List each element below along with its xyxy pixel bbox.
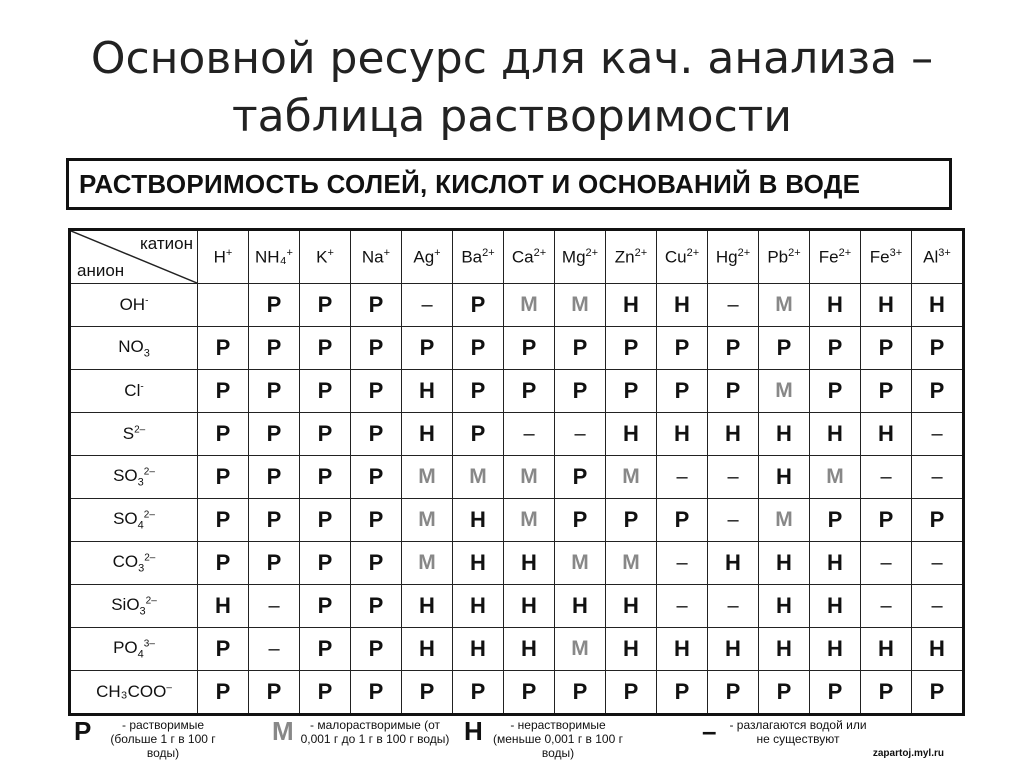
legend-decomposes-text: - разлагаются водой или не существуют (729, 718, 867, 746)
solubility-cell: – (708, 284, 759, 327)
solubility-cell: – (249, 585, 300, 628)
cation-header (555, 230, 606, 284)
solubility-cell: Н (759, 585, 810, 628)
solubility-cell: Р (657, 499, 708, 542)
cation-header (912, 230, 964, 284)
cation-charge: + (327, 246, 334, 259)
cation-charge: + (383, 246, 391, 259)
solubility-cell: Р (300, 327, 351, 370)
legend-slightly-soluble-text: - малорастворимые (от 0,001 г до 1 г в 100 г воды) (300, 718, 450, 746)
cation-header (606, 230, 657, 284)
solubility-cell: Н (504, 542, 555, 585)
solubility-cell: Р (606, 671, 657, 715)
solubility-cell: Н (759, 628, 810, 671)
solubility-cell: Р (759, 671, 810, 715)
solubility-cell: Р (453, 284, 504, 327)
table-row (70, 671, 964, 715)
solubility-cell: Р (912, 499, 964, 542)
legend-slightly-soluble-symbol: М (272, 716, 294, 746)
solubility-cell: Р (504, 370, 555, 413)
solubility-cell: Н (810, 542, 861, 585)
cation-header (810, 230, 861, 284)
solubility-cell: М (402, 542, 453, 585)
solubility-cell: Р (453, 413, 504, 456)
anion-charge: - (140, 381, 144, 393)
table-row (70, 413, 964, 456)
solubility-cell: Р (606, 327, 657, 370)
solubility-cell: Р (300, 585, 351, 628)
solubility-cell: Р (351, 628, 402, 671)
solubility-table (68, 228, 965, 716)
solubility-cell: Р (810, 671, 861, 715)
solubility-cell: Н (402, 585, 453, 628)
solubility-cell: – (708, 585, 759, 628)
solubility-cell: Р (504, 327, 555, 370)
solubility-cell: – (912, 542, 964, 585)
solubility-cell: Н (402, 370, 453, 413)
solubility-cell: Р (300, 628, 351, 671)
anion-label (70, 585, 198, 628)
solubility-cell: Р (708, 671, 759, 715)
solubility-cell: М (759, 284, 810, 327)
cation-charge: + (434, 246, 441, 259)
solubility-cell: Р (912, 370, 964, 413)
anion-formula: Cl (124, 381, 141, 400)
anion-subscript: 4 (137, 519, 144, 532)
solubility-cell: Р (249, 327, 300, 370)
solubility-cell: Р (198, 413, 249, 456)
solubility-cell: Р (351, 327, 402, 370)
legend-decomposes-symbol: – (702, 716, 717, 746)
cation-charge: 2+ (585, 246, 599, 259)
cation-header (402, 230, 453, 284)
solubility-cell: – (402, 284, 453, 327)
solubility-cell: Н (657, 413, 708, 456)
anion-charge: 2– (134, 424, 146, 436)
solubility-cell: Р (198, 671, 249, 715)
cation-symbol: Cu (664, 247, 687, 267)
solubility-cell: М (504, 499, 555, 542)
anion-charge: 3– (143, 638, 155, 650)
anion-label (70, 284, 198, 327)
anion-subscript: 4 (137, 648, 144, 661)
solubility-cell: – (555, 413, 606, 456)
solubility-cell: М (402, 499, 453, 542)
solubility-cell: Н (453, 542, 504, 585)
solubility-cell: Р (198, 370, 249, 413)
cation-symbol: NH₄ (255, 247, 287, 267)
solubility-cell: Р (555, 327, 606, 370)
solubility-cell: Р (351, 413, 402, 456)
solubility-cell: Н (759, 542, 810, 585)
cation-charge: 2+ (686, 246, 700, 259)
anion-formula: CH₃COO (96, 682, 167, 701)
solubility-cell: Р (657, 370, 708, 413)
anion-formula: S (122, 424, 135, 443)
solubility-cell: Р (453, 370, 504, 413)
solubility-cell: Р (351, 456, 402, 499)
anion-subscript: 3 (139, 605, 146, 618)
solubility-cell: Р (555, 370, 606, 413)
solubility-cell: Р (810, 370, 861, 413)
solubility-cell: Р (198, 456, 249, 499)
anion-formula: SO (113, 465, 138, 485)
table-row (70, 370, 964, 413)
solubility-cell: М (759, 499, 810, 542)
table-row (70, 585, 964, 628)
solubility-cell: Р (300, 671, 351, 715)
anion-subscript: 3 (143, 347, 150, 360)
anion-subscript: 3 (137, 476, 144, 489)
anion-charge: 2– (144, 552, 156, 564)
cation-symbol: H (213, 247, 226, 267)
cation-charge: + (225, 246, 233, 259)
solubility-cell: – (861, 585, 912, 628)
solubility-cell: Н (759, 456, 810, 499)
solubility-cell: Р (351, 370, 402, 413)
solubility-cell: Н (861, 284, 912, 327)
solubility-cell: – (708, 499, 759, 542)
slide-title (0, 30, 1024, 146)
solubility-cell: – (504, 413, 555, 456)
solubility-cell: Р (300, 284, 351, 327)
anion-header-label: анион (77, 261, 125, 280)
solubility-cell: Р (198, 628, 249, 671)
solubility-cell: – (912, 585, 964, 628)
solubility-cell: Р (249, 499, 300, 542)
solubility-cell: Р (198, 542, 249, 585)
cation-charge: + (286, 246, 293, 259)
solubility-cell (198, 284, 249, 327)
solubility-cell: М (555, 284, 606, 327)
solubility-cell: Р (657, 671, 708, 715)
anion-subscript: 3 (138, 562, 145, 575)
anion-label (70, 671, 198, 715)
solubility-cell: Н (606, 413, 657, 456)
solubility-cell: М (606, 542, 657, 585)
table-row (70, 499, 964, 542)
solubility-cell: – (861, 456, 912, 499)
solubility-cell: Р (555, 499, 606, 542)
corner-cell (70, 230, 198, 284)
solubility-cell: – (657, 456, 708, 499)
solubility-cell: Р (453, 671, 504, 715)
anion-charge: 2– (145, 595, 157, 607)
solubility-cell: Н (504, 585, 555, 628)
solubility-cell: Р (606, 370, 657, 413)
solubility-cell: – (912, 456, 964, 499)
solubility-cell: Р (351, 284, 402, 327)
anion-label (70, 542, 198, 585)
cation-charge: 3+ (938, 246, 951, 259)
cation-header (351, 230, 402, 284)
solubility-cell: – (861, 542, 912, 585)
cation-charge: 2+ (482, 246, 495, 259)
solubility-cell: Н (657, 628, 708, 671)
cation-header (759, 230, 810, 284)
cation-symbol: Pb (767, 247, 789, 267)
solubility-cell: М (810, 456, 861, 499)
solubility-cell: Р (249, 671, 300, 715)
table-body (70, 284, 964, 715)
solubility-cell: М (402, 456, 453, 499)
cation-charge: 2+ (788, 246, 801, 259)
solubility-cell: Р (351, 499, 402, 542)
anion-formula: OH (119, 295, 146, 314)
solubility-cell: Р (912, 327, 964, 370)
cation-charge: 2+ (533, 246, 547, 259)
anion-label (70, 413, 198, 456)
solubility-cell: Р (300, 413, 351, 456)
solubility-cell: Р (555, 456, 606, 499)
solubility-cell: Р (351, 585, 402, 628)
cation-header (708, 230, 759, 284)
cation-header (861, 230, 912, 284)
solubility-cell: – (708, 456, 759, 499)
table-row (70, 327, 964, 370)
solubility-cell: М (606, 456, 657, 499)
solubility-cell: Р (300, 456, 351, 499)
cation-header (504, 230, 555, 284)
anion-label (70, 456, 198, 499)
solubility-cell: Р (861, 499, 912, 542)
solubility-cell: Н (555, 585, 606, 628)
cation-symbol: Fe (869, 247, 890, 267)
cation-header-label: катион (139, 234, 193, 253)
anion-charge: - (145, 295, 149, 307)
solubility-cell: Н (402, 413, 453, 456)
solubility-cell: Р (453, 327, 504, 370)
solubility-cell: Р (249, 542, 300, 585)
solubility-cell: Р (810, 327, 861, 370)
solubility-cell: – (912, 413, 964, 456)
cation-header (453, 230, 504, 284)
cation-symbol: Zn (614, 247, 635, 267)
solubility-cell: Р (402, 671, 453, 715)
anion-label (70, 370, 198, 413)
solubility-cell: Н (453, 499, 504, 542)
solubility-cell: Н (810, 413, 861, 456)
table-row (70, 542, 964, 585)
solubility-cell: Н (912, 628, 964, 671)
solubility-cell: Р (759, 327, 810, 370)
solubility-cell: Н (453, 628, 504, 671)
solubility-cell: М (759, 370, 810, 413)
table-banner: РАСТВОРИМОСТЬ СОЛЕЙ, КИСЛОТ И ОСНОВАНИЙ В ВОДЕ (66, 158, 952, 210)
anion-charge: 2– (143, 509, 155, 521)
solubility-cell: Р (249, 413, 300, 456)
solubility-cell: Н (606, 585, 657, 628)
solubility-cell: М (453, 456, 504, 499)
anion-label (70, 628, 198, 671)
solubility-cell: Н (402, 628, 453, 671)
solubility-cell: Р (300, 499, 351, 542)
cation-charge: 2+ (634, 246, 648, 259)
solubility-cell: Н (453, 585, 504, 628)
title-line-1: Основной ресурс для кач. анализа – (90, 33, 934, 84)
solubility-cell: Р (606, 499, 657, 542)
cation-symbol: K (316, 247, 328, 267)
solubility-cell: Р (351, 542, 402, 585)
watermark: zapartoj.myl.ru (872, 748, 944, 759)
solubility-cell: Н (657, 284, 708, 327)
cation-charge: 3+ (889, 246, 903, 259)
solubility-cell: Н (810, 284, 861, 327)
solubility-cell: Н (759, 413, 810, 456)
solubility-cell: Р (810, 499, 861, 542)
anion-formula: CO (112, 551, 139, 571)
cation-header (300, 230, 351, 284)
solubility-cell: М (504, 284, 555, 327)
cation-charge: 2+ (737, 246, 751, 259)
solubility-cell: Р (657, 327, 708, 370)
solubility-cell: Р (249, 284, 300, 327)
solubility-cell: Н (708, 542, 759, 585)
solubility-cell: Н (861, 628, 912, 671)
cation-symbol: Ca (511, 247, 534, 267)
cation-symbol: Hg (715, 247, 738, 267)
solubility-cell: – (249, 628, 300, 671)
anion-label (70, 327, 198, 370)
solubility-cell: Н (861, 413, 912, 456)
cation-header (198, 230, 249, 284)
table-row (70, 456, 964, 499)
solubility-cell: Н (810, 585, 861, 628)
solubility-cell: Р (300, 542, 351, 585)
solubility-cell: Н (912, 284, 964, 327)
legend-soluble-text: - растворимые (больше 1 г в 100 г воды) (110, 718, 216, 760)
solubility-cell: Н (606, 628, 657, 671)
cation-symbol: Ag (413, 247, 435, 267)
legend-insoluble-symbol: Н (464, 716, 483, 746)
anion-label (70, 499, 198, 542)
solubility-cell: Р (198, 327, 249, 370)
solubility-cell: Н (606, 284, 657, 327)
legend-insoluble-text: - нерастворимые (меньше 0,001 г в 100 г воды) (493, 718, 623, 760)
solubility-cell: Р (402, 327, 453, 370)
cation-header (249, 230, 300, 284)
solubility-cell: Н (708, 413, 759, 456)
solubility-cell: – (657, 542, 708, 585)
cation-header (657, 230, 708, 284)
anion-charge: – (166, 682, 172, 694)
table-row (70, 284, 964, 327)
solubility-cell: Н (708, 628, 759, 671)
solubility-cell: Р (708, 327, 759, 370)
solubility-cell: М (555, 542, 606, 585)
solubility-cell: Р (300, 370, 351, 413)
solubility-cell: Р (861, 671, 912, 715)
anion-formula: NO (118, 336, 144, 356)
cation-charge: 2+ (838, 246, 852, 259)
solubility-cell: Р (249, 456, 300, 499)
solubility-cell: Р (708, 370, 759, 413)
title-line-2: таблица растворимости (232, 91, 792, 142)
solubility-cell: Р (249, 370, 300, 413)
cation-symbol: Al (923, 247, 939, 267)
solubility-cell: – (657, 585, 708, 628)
solubility-cell: Р (351, 671, 402, 715)
solubility-cell: Р (912, 671, 964, 715)
anion-formula: PO (113, 637, 138, 657)
solubility-cell: Н (504, 628, 555, 671)
solubility-cell: Н (810, 628, 861, 671)
anion-formula: SiO (111, 594, 140, 614)
cation-symbol: Mg (561, 247, 586, 267)
cation-symbol: Na (361, 247, 384, 267)
anion-formula: SO (113, 508, 138, 528)
solubility-cell: Р (198, 499, 249, 542)
cation-symbol: Fe (818, 247, 839, 267)
cation-symbol: Ba (461, 247, 483, 267)
solubility-cell: М (555, 628, 606, 671)
legend-soluble-symbol: Р (74, 716, 92, 746)
table-row (70, 628, 964, 671)
solubility-cell: М (504, 456, 555, 499)
solubility-cell: Р (555, 671, 606, 715)
anion-charge: 2– (143, 466, 155, 478)
solubility-cell: Н (198, 585, 249, 628)
solubility-cell: Р (504, 671, 555, 715)
solubility-cell: Р (861, 370, 912, 413)
header-row (70, 230, 964, 284)
solubility-cell: Р (861, 327, 912, 370)
